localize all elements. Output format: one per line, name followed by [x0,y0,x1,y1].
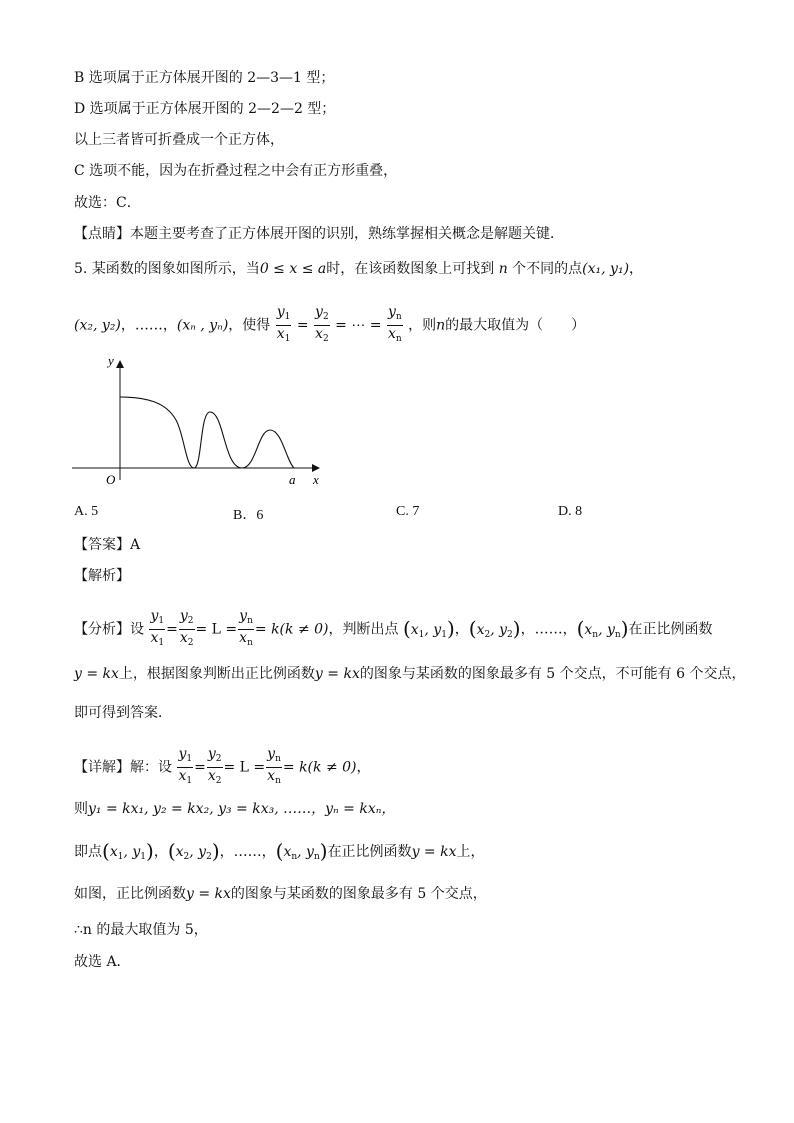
function-curve [120,397,294,468]
choice-b: B．6 [233,508,264,523]
question-5-condition: (x₂, y₂)，……，(xₙ , yₙ)，使得 $\frac{y_1}{x_1}$ = $\frac{y_2}{x_2}$ = ⋯ = $\frac{y_n}{x_n}$ ，则n的最大取值为（ ） [74,304,585,347]
detail-line-5: ∴n 的最大取值为 5， [74,922,208,938]
choice-c: C. 7 [396,504,420,519]
analysis-tag: 【解析】 [74,568,130,584]
ratio-1: $\frac{y_1}{x_1}$ [276,304,291,344]
text-line-5: 故选：C． [74,195,141,211]
question-number: 5. [74,261,88,277]
detail-line-3: 即点($x_1$, $y_1$)，($x_2$, $y_2$)，……，($x_n$, $y_n$)在正比例函数y = kx上， [74,839,485,863]
detail-line-1: 【详解】解：设 $\frac{y_1}{x_1}$ = $\frac{y_2}{x_2}$ = L = $\frac{y_n}{x_n}$ = k(k ≠ 0)， [74,746,371,786]
detail-line-4: 如图，正比例函数y = kx的图象与某函数的图象最多有 5 个交点， [74,886,487,902]
text-line-2: D 选项属于正方体展开图的 2—2—2 型； [74,101,336,117]
ratio-n: $\frac{y_n}{x_n}$ [387,304,402,344]
x-axis-label: x [313,472,319,487]
choice-a: A. 5 [74,504,99,519]
detail-line-6: 故选 A． [74,954,131,970]
dianjing-line: 【点睛】本题主要考查了正方体展开图的识别，熟练掌握相关概念是解题关键． [74,226,564,242]
fenxi-line-2: y = kx上，根据图象判断出正比例函数y = kx的图象与某函数的图象最多有 5 个交点，不可能有 6 个交点， [74,666,746,682]
detail-line-2: 则y₁ = kx₁, y₂ = kx₂, y₃ = kx₃, ……，yₙ = kxₙ， [74,801,396,817]
ratio-2: $\frac{y_2}{x_2}$ [315,304,329,344]
fenxi-line-3: 即可得到答案． [74,705,172,721]
choice-d: D. 8 [558,504,583,519]
origin-label: O [106,472,116,487]
y-axis-label: y [108,353,114,368]
function-graph [66,350,336,495]
a-label: a [289,472,296,487]
text-line-3: 以上三者皆可折叠成一个正方体， [74,132,284,148]
text-line-4: C 选项不能，因为在折叠过程之中会有正方形重叠， [74,163,398,179]
text-line-1: B 选项属于正方体展开图的 2—3—1 型； [74,70,335,86]
answer-line: 【答案】A [74,537,141,553]
fenxi-line-1: 【分析】设 $\frac{y_1}{x_1}$ = $\frac{y_2}{x_2}$ = L = $\frac{y_n}{x_n}$ = k(k ≠ 0)，判断出点 ($x_1$, $y_1$)，($x_2$, $y_2$)，……，($x_n$, $y_n$)在正比例函数 [74,608,713,648]
question-5-stem: 5. 某函数的图象如图所示，当0 ≤ x ≤ a时，在该函数图象上可找到 n 个不同的点(x₁, y₁)， [74,261,644,277]
